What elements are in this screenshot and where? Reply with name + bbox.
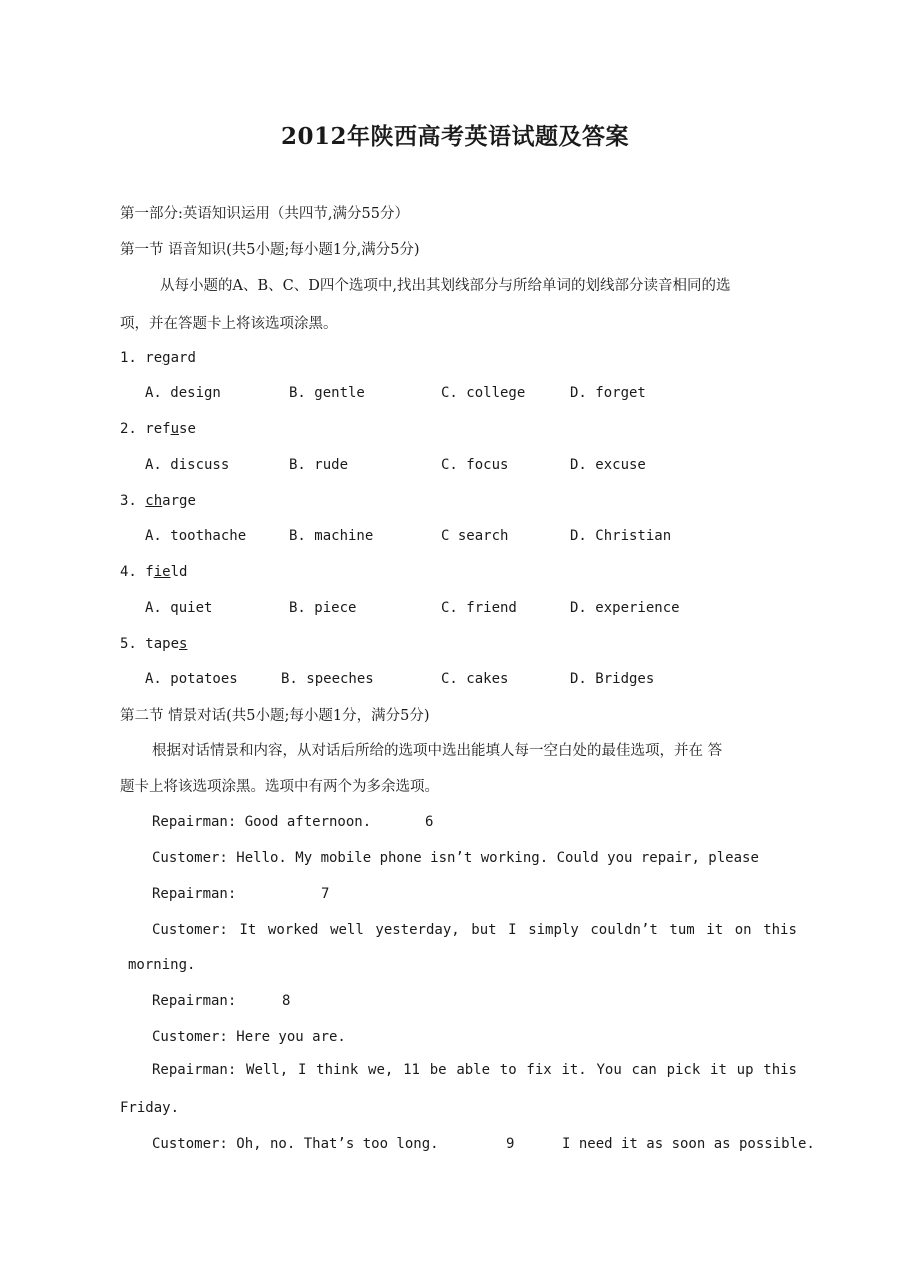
question-5-option-b: B. speeches [281, 671, 374, 687]
dialogue-line-4: Customer: It worked well yesterday, but I simply couldn’t tum it on this [152, 922, 797, 938]
section1-heading: 第一节 语音知识(共5小题;每小题1分,满分5分) [120, 242, 420, 258]
dialogue-line-3: Repairman: [152, 886, 237, 902]
question-4-stem: 4. field [120, 564, 188, 580]
page-title: 2012年陕西高考英语试题及答案 [280, 123, 629, 150]
question-5-option-c: C. cakes [441, 671, 509, 687]
question-2-option-b: B. rude [289, 457, 349, 473]
question-1-option-b: B. gentle [289, 385, 365, 401]
section1-instruction-line2: 项，并在答题卡上将该选项涂黑。 [120, 316, 338, 332]
question-1-option-a: A. design [145, 385, 221, 401]
question-4-option-a: A. quiet [145, 600, 213, 616]
dialogue-line-7-cont: Friday. [120, 1100, 180, 1116]
question-1-stem: 1. regard [120, 350, 196, 366]
question-2-option-a: A. discuss [145, 457, 230, 473]
question-3-option-c: C search [441, 528, 509, 544]
question-2-option-d: D. excuse [570, 457, 646, 473]
dialogue-blank-6: 6 [425, 814, 434, 830]
question-4-option-b: B. piece [289, 600, 357, 616]
dialogue-line-8-end: I need it as soon as possible. [562, 1136, 815, 1152]
dialogue-blank-7: 7 [321, 886, 330, 902]
question-1-option-c: C. college [441, 385, 526, 401]
dialogue-line-6: Customer: Here you are. [152, 1029, 346, 1045]
dialogue-line-4-cont: morning. [128, 957, 196, 973]
question-2-option-c: C. focus [441, 457, 509, 473]
dialogue-blank-9: 9 [506, 1136, 515, 1152]
question-3-option-d: D. Christian [570, 528, 672, 544]
section2-instruction-line2: 题卡上将该选项涂黑。选项中有两个为多余选项。 [120, 779, 439, 795]
section2-heading: 第二节 情景对话(共5小题;每小题1分，满分5分) [120, 708, 430, 724]
dialogue-blank-8: 8 [282, 993, 291, 1009]
question-2-stem: 2. refuse [120, 421, 196, 437]
part1-heading: 第一部分:英语知识运用（共四节,满分55分） [120, 206, 409, 222]
dialogue-line-7: Repairman: Well, I think we, 11 be able to fix it. You can pick it up this [152, 1062, 797, 1078]
section1-instruction-line1: 从每小题的A、B、C、D四个选项中,找出其划线部分与所给单词的划线部分读音相同的选 [160, 278, 731, 294]
dialogue-line-1: Repairman: Good afternoon. [152, 814, 372, 830]
question-3-stem: 3. charge [120, 493, 196, 509]
dialogue-line-8: Customer: Oh, no. That’s too long. [152, 1136, 439, 1152]
question-4-option-d: D. experience [570, 600, 680, 616]
question-5-option-a: A. potatoes [145, 671, 238, 687]
dialogue-line-2: Customer: Hello. My mobile phone isn’t working. Could you repair, please [152, 850, 759, 866]
dialogue-line-5: Repairman: [152, 993, 237, 1009]
section2-instruction-line1: 根据对话情景和内容，从对话后所给的选项中选出能填人每一空白处的最佳选项，并在 答 [152, 743, 723, 759]
question-5-stem: 5. tapes [120, 636, 188, 652]
question-5-option-d: D. Bridges [570, 671, 655, 687]
question-3-option-b: B. machine [289, 528, 374, 544]
question-1-option-d: D. forget [570, 385, 646, 401]
question-4-option-c: C. friend [441, 600, 517, 616]
question-3-option-a: A. toothache [145, 528, 247, 544]
